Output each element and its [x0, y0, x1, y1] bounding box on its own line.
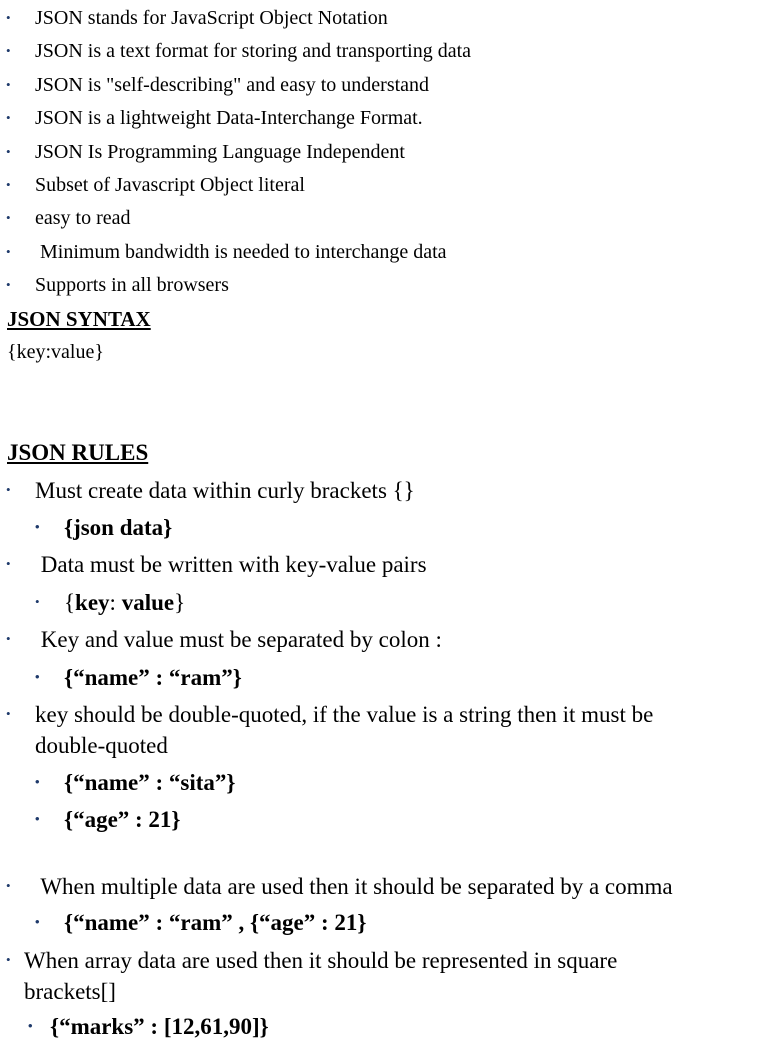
rule-example: [35, 513, 173, 543]
bullet-icon: •: [6, 110, 11, 125]
list-item: [6, 6, 388, 30]
bullet-icon: •: [35, 519, 40, 534]
bullet-icon: •: [6, 244, 11, 259]
rule-example-text: {“age” : 21}: [64, 807, 181, 832]
list-item-text: JSON is a text format for storing and transporting data: [35, 40, 472, 62]
bullet-icon: •: [6, 706, 11, 721]
bullet-icon: •: [6, 631, 11, 646]
bullet-icon: •: [35, 594, 40, 609]
rule-text: When multiple data are used then it should be separated by a comma: [35, 874, 673, 899]
list-item-text: Minimum bandwidth is needed to interchange data: [35, 241, 447, 263]
bullet-icon: •: [6, 77, 11, 92]
list-item: [6, 140, 405, 164]
list-item-text: JSON is "self-describing" and easy to understand: [35, 74, 430, 96]
rule-example-text: {“marks” : [12,61,90]}: [50, 1014, 269, 1039]
bullet-icon: •: [6, 277, 11, 292]
rule-item: [6, 872, 673, 902]
list-item-text: JSON Is Programming Language Independent: [35, 141, 405, 163]
bullet-icon: •: [35, 811, 40, 826]
list-item: [6, 273, 229, 297]
rule-example: [35, 908, 367, 938]
rule-item-continuation: [24, 977, 116, 1007]
example-colon: :: [109, 590, 122, 615]
rule-text-line-2: brackets[]: [24, 979, 116, 1004]
list-item-text: easy to read: [35, 207, 131, 229]
list-item-text: JSON is a lightweight Data-Interchange Format.: [35, 107, 423, 129]
list-item: [6, 39, 472, 63]
bullet-icon: •: [6, 878, 11, 893]
rule-item: [6, 476, 415, 506]
bullet-icon: •: [6, 43, 11, 58]
rule-item: [6, 625, 442, 655]
rule-text: Must create data within curly brackets {}: [35, 478, 415, 503]
rule-text: Key and value must be separated by colon :: [35, 627, 442, 652]
rule-example: [35, 588, 186, 618]
bullet-icon: •: [6, 210, 11, 225]
bullet-icon: •: [6, 144, 11, 159]
bullet-icon: •: [6, 177, 11, 192]
rule-example-text: {“name” : “ram”}: [64, 665, 242, 690]
rule-text-line-1: key should be double-quoted, if the value is a string then it must be: [35, 702, 654, 727]
bullet-icon: •: [6, 10, 11, 25]
rule-example-text: {“name” : “sita”}: [64, 770, 236, 795]
brace-close: }: [174, 590, 186, 615]
list-item: [6, 73, 430, 97]
rule-example: [35, 805, 181, 835]
bullet-icon: •: [28, 1018, 33, 1033]
rule-item: [6, 700, 654, 730]
rule-item: [6, 946, 618, 976]
list-item: [6, 106, 423, 130]
bullet-icon: •: [6, 952, 11, 967]
bullet-icon: •: [6, 482, 11, 497]
bullet-icon: •: [35, 914, 40, 929]
syntax-heading: JSON SYNTAX: [7, 307, 151, 331]
rule-example-text: {json data}: [64, 515, 173, 540]
example-value: value: [121, 590, 175, 615]
list-item-text: JSON stands for JavaScript Object Notation: [35, 7, 388, 29]
rule-text-line-2: double-quoted: [35, 733, 168, 758]
rules-heading: JSON RULES: [7, 440, 149, 465]
example-key: key: [75, 590, 110, 615]
list-item: [6, 206, 131, 230]
rule-item: [6, 550, 427, 580]
list-item: [6, 173, 305, 197]
rule-example-text: {“name” : “ram” , {“age” : 21}: [64, 910, 367, 935]
rule-text-line-1: When array data are used then it should be represented in square: [24, 948, 618, 973]
bullet-icon: •: [35, 669, 40, 684]
bullet-icon: •: [35, 774, 40, 789]
list-item: [6, 240, 447, 264]
rule-example: [28, 1012, 269, 1042]
brace-open: {: [64, 590, 76, 615]
rule-item-continuation: [35, 731, 168, 761]
rule-example: [35, 663, 242, 693]
list-item-text: Supports in all browsers: [35, 274, 229, 296]
bullet-icon: •: [6, 556, 11, 571]
list-item-text: Subset of Javascript Object literal: [35, 174, 305, 196]
rule-example: [35, 768, 236, 798]
rule-text: Data must be written with key-value pairs: [35, 552, 427, 577]
syntax-example: {key:value}: [7, 341, 104, 363]
